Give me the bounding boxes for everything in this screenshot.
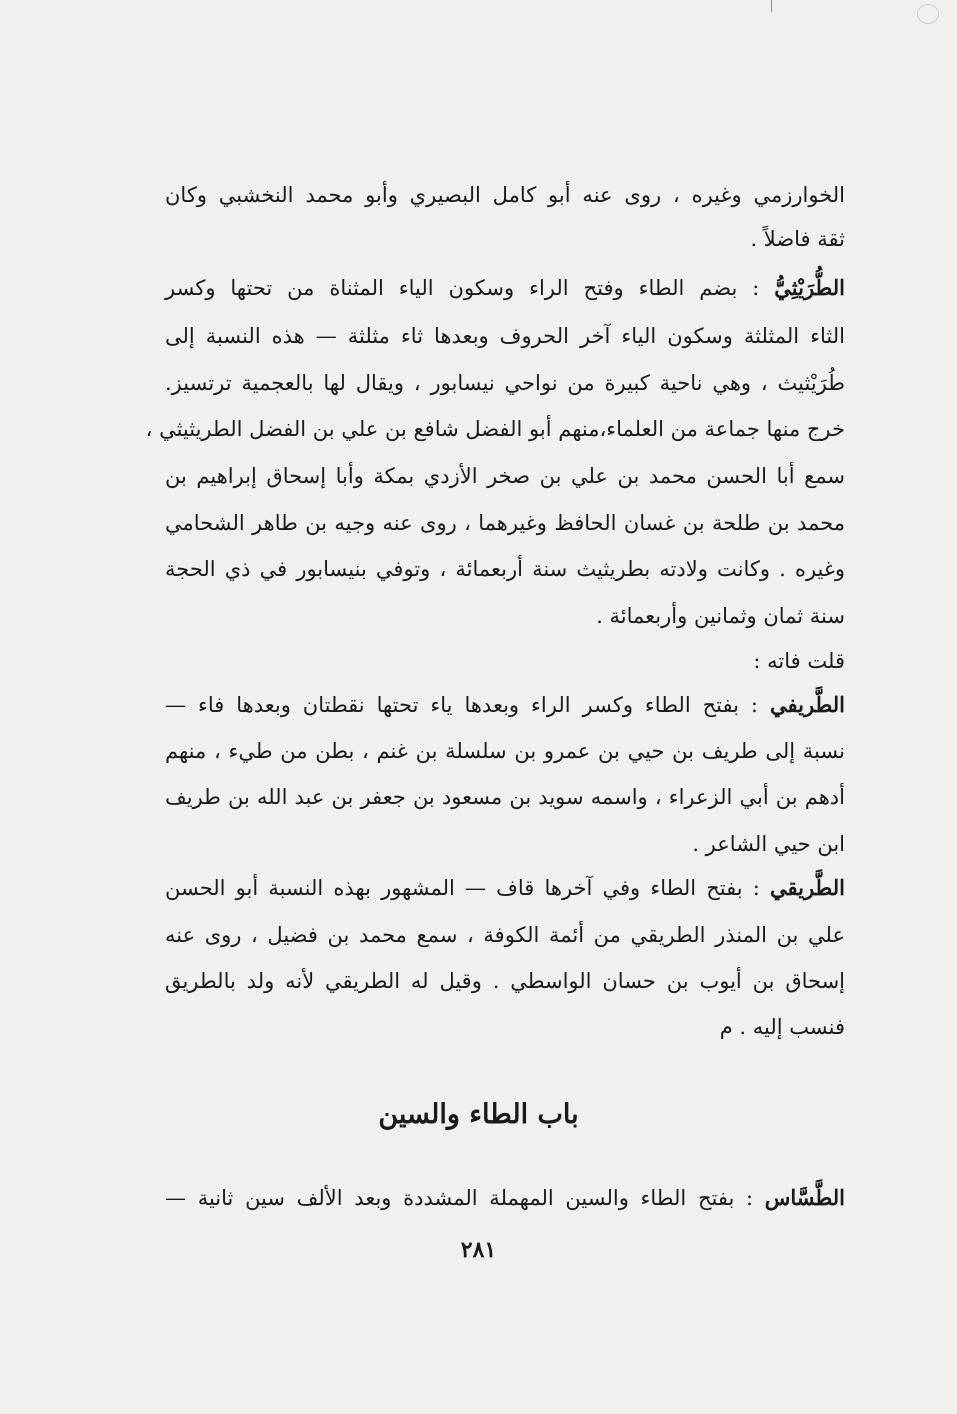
text-line: سنة ثمان وثمانين وأربعمائة . (596, 604, 845, 628)
entry-line: الطَّريفي : بفتح الطاء وكسر الراء وبعدها ياء تحتها نقطتان وبعدها فاء — (165, 692, 845, 717)
body-text (145, 180, 845, 1040)
text-line: علي بن المنذر الطريقي من أئمة الكوفة ، سمع محمد بن فضيل ، روى عنه (165, 923, 845, 947)
text-line: ثقة فاضلاً . (750, 227, 845, 251)
text-line: أدهم بن أبي الزعراء ، واسمه سويد بن مسعود بن جعفر بن عبد الله بن طريف (165, 785, 845, 809)
entry-line: الطُّرَيْثِيُّ : بضم الطاء وفتح الراء وسكون الياء المثناة من تحتها وكسر (165, 275, 845, 300)
entry-headword: الطَّريقي (769, 875, 845, 900)
text-line: سمع أبا الحسن محمد بن علي بن صخر الأزدي بمكة وأبا إسحاق إبراهيم بن (165, 464, 845, 488)
entry-headword: الطَّريفي (769, 692, 845, 717)
text-line: محمد بن طلحة بن غسان الحافظ وغيرهما ، روى عنه وجيه بن طاهر الشحامي (165, 511, 845, 535)
text-line: قلت فاته : (753, 649, 845, 673)
text-line: وغيره . وكانت ولادته بطريثيث سنة أربعمائة ، وتوفي بنيسابور في ذي الحجة (165, 557, 845, 581)
margin-mark (771, 0, 772, 12)
text-line: الثاء المثلثة وسكون الياء آخر الحروف وبعدها ثاء مثلثة — هذه النسبة إلى (165, 324, 845, 348)
page-number: ٢٨١ (460, 1237, 497, 1263)
entry-headword: الطَّسَّاس (764, 1185, 845, 1210)
text-line: خرج منها جماعة من العلماء،منهم أبو الفضل شافع بن علي بن الفضل الطريثيثي ، (145, 417, 845, 441)
text-line: طُرَيْثيث ، وهي ناحية كبيرة من نواحي نيسابور ، ويقال لها بالعجمية ترتسيز. (165, 371, 845, 395)
section-heading: باب الطاء والسين (378, 1099, 579, 1130)
text-line: نسبة إلى طريف بن حيي بن عمرو بن سلسلة بن غنم ، بطن من طيء ، منهم (165, 739, 845, 763)
text-line: إسحاق بن أيوب بن حسان الواسطي . وقيل له الطريقي لأنه ولد بالطريق (165, 969, 845, 993)
entry-line: الطَّريقي : بفتح الطاء وفي آخرها قاف — المشهور بهذه النسبة أبو الحسن (165, 875, 845, 900)
corner-stamp (917, 4, 939, 24)
section-body-text (165, 1183, 845, 1215)
text-line: الخوارزمي وغيره ، روى عنه أبو كامل البصيري وأبو محمد النخشبي وكان (165, 183, 845, 207)
text-line: فنسب إليه . م (719, 1015, 845, 1039)
entry-headword: الطُّرَيْثِيُّ (774, 275, 845, 300)
entry-line: الطَّسَّاس : بفتح الطاء والسين المهملة المشددة وبعد الألف سين ثانية — (165, 1185, 845, 1210)
text-line: ابن حيي الشاعر . (692, 832, 845, 856)
